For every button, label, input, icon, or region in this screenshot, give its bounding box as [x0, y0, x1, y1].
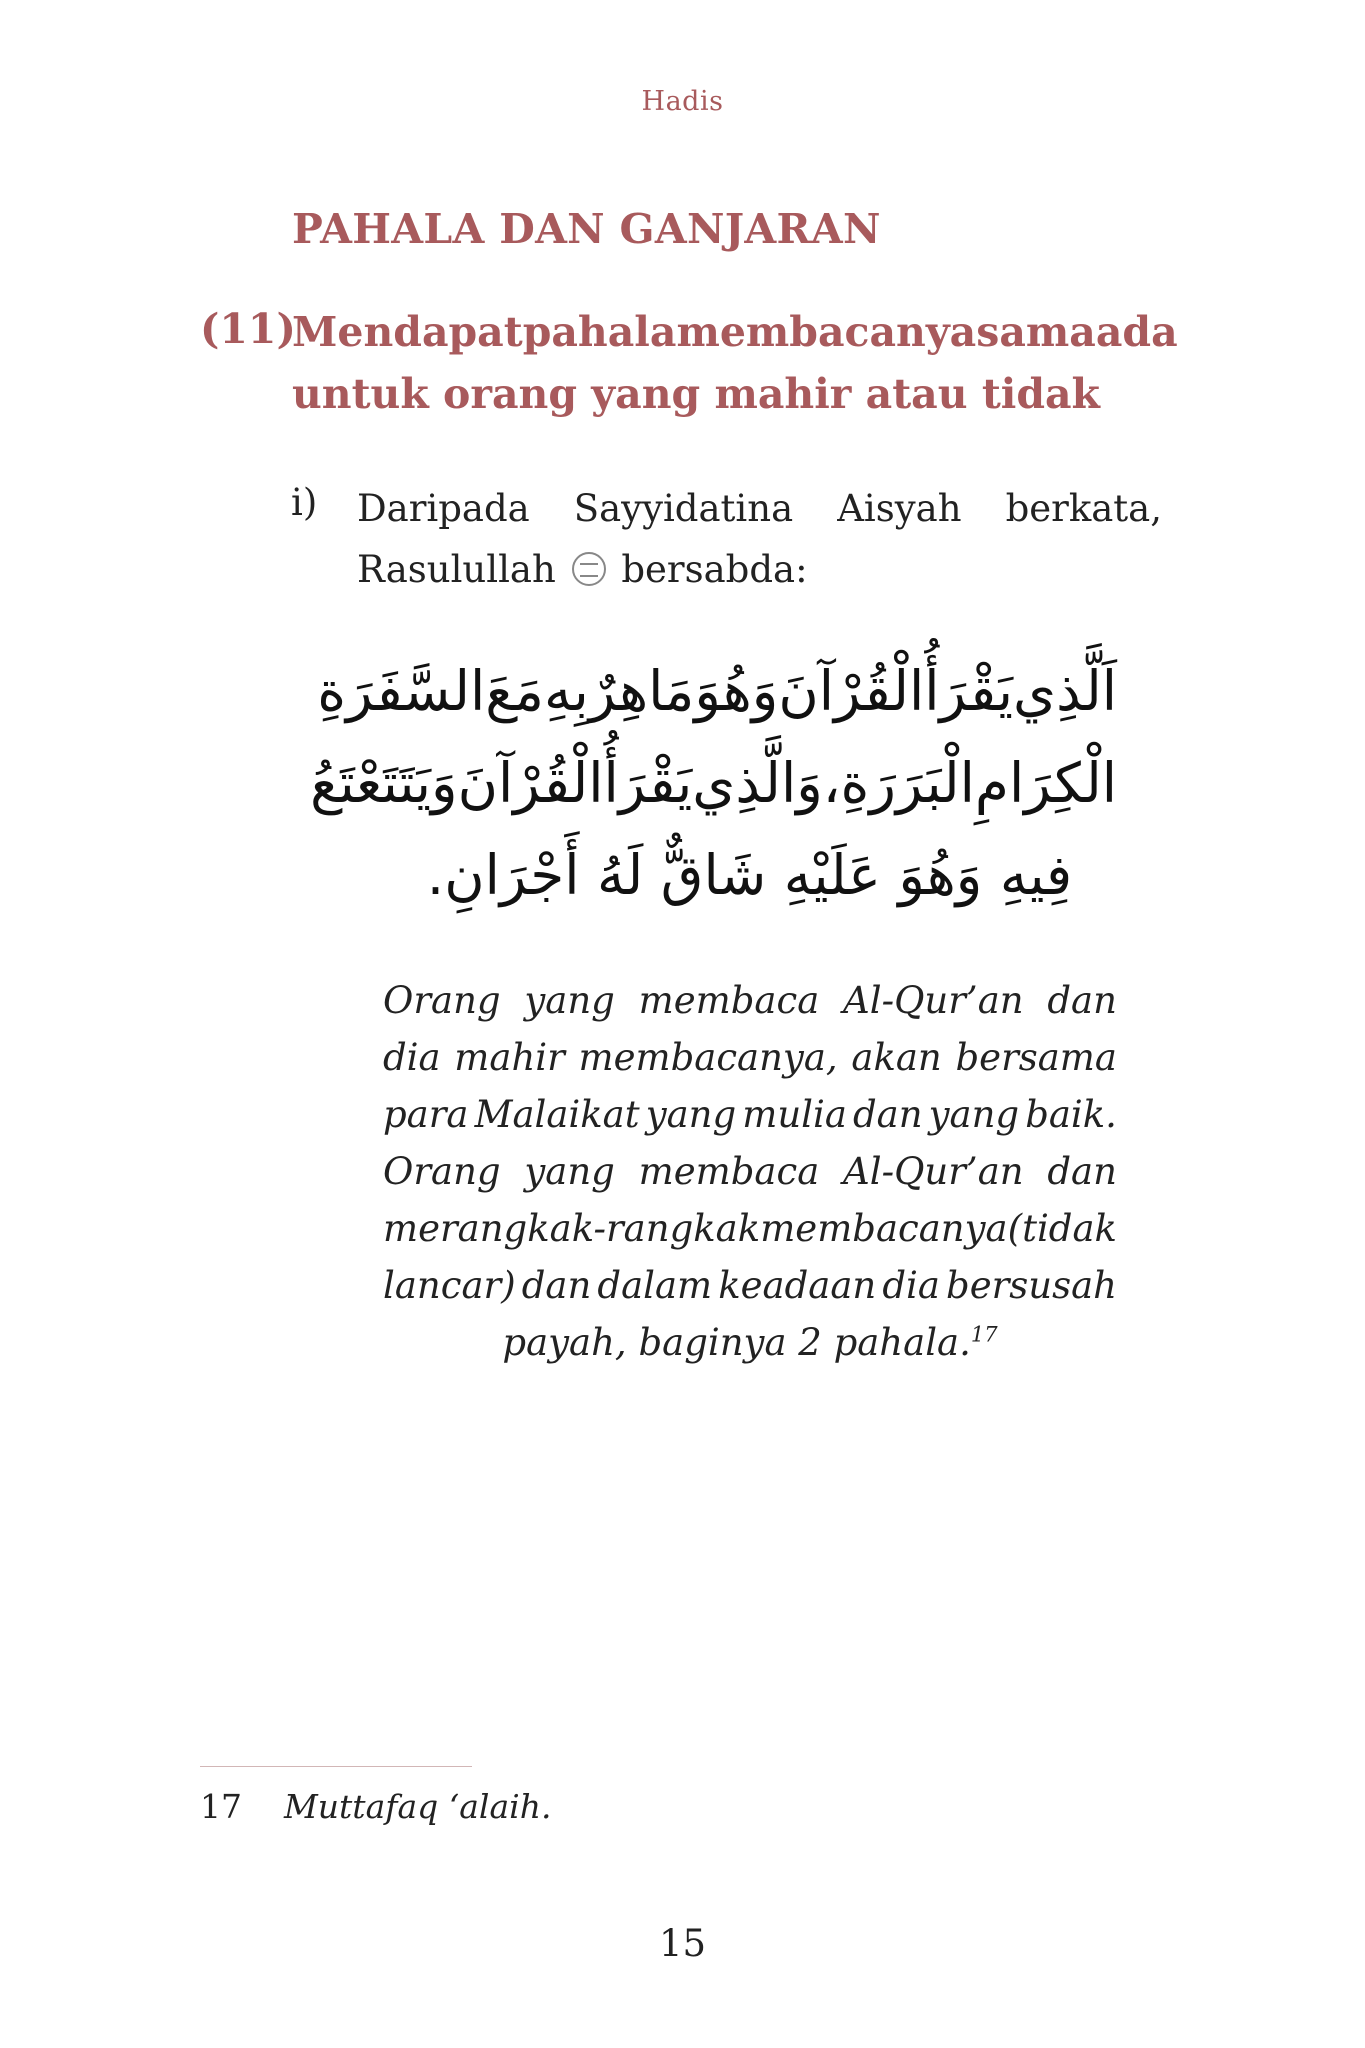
footnote-reference[interactable]: 17: [970, 1322, 998, 1347]
subitem-line: [357, 539, 1162, 600]
arabic-word: اَلَّذِي: [1013, 659, 1117, 723]
arabic-word: وَيَتَتَعْتَعُ: [310, 751, 458, 815]
translation-word: dalam: [597, 1264, 713, 1307]
translation-word: dia: [383, 1036, 441, 1079]
subitem-marker: i): [291, 481, 318, 524]
item-heading-line: untuk orang yang mahir atau tidak: [292, 370, 1100, 418]
arabic-line: [310, 737, 1117, 829]
hadith-arabic-text: [310, 645, 1117, 921]
arabic-word: يَقْرَأُ: [603, 751, 693, 815]
subitem-word: Aisyah: [837, 487, 962, 530]
translation-word: membaca: [638, 979, 820, 1022]
translation-word: akan: [851, 1036, 942, 1079]
translation-word: bersama: [955, 1036, 1117, 1079]
footnote-divider: [200, 1766, 472, 1767]
translation-word: mulia: [742, 1093, 847, 1136]
subitem-text: [357, 478, 1162, 600]
translation-word: Al-Qur’an: [843, 979, 1024, 1022]
arabic-word: الْقُرْآنَ: [457, 751, 604, 815]
translation-line: [383, 1314, 1117, 1371]
translation-word: Al-Qur’an: [843, 1150, 1024, 1193]
page-number: 15: [658, 1922, 707, 1965]
translation-line: [383, 972, 1117, 1029]
subitem-word: Rasulullah: [357, 548, 556, 591]
footnote-text: Muttafaq ‘alaih.: [284, 1787, 552, 1826]
salawat-calligraphy-icon: [572, 552, 606, 586]
translation-word: Orang: [383, 1150, 501, 1193]
translation-word: yang: [524, 979, 615, 1022]
translation-line: [383, 1143, 1117, 1200]
arabic-word: يَقْرَأُ: [924, 659, 1014, 723]
translation-word: merangkak-rangkak: [383, 1207, 761, 1250]
arabic-word: مَعَ: [485, 659, 545, 723]
translation-word: baik.: [1025, 1093, 1117, 1136]
translation-word: lancar): [383, 1264, 516, 1307]
item-heading: [292, 301, 1178, 425]
translation-word: dia: [882, 1264, 940, 1307]
translation-word: membacanya: [760, 1207, 1008, 1250]
translation-word: dan: [1047, 979, 1117, 1022]
arabic-word: وَهُوَ: [694, 659, 779, 723]
translation-line: [383, 1200, 1117, 1257]
subitem-word: bersabda:: [621, 548, 808, 591]
translation-word: dan: [521, 1264, 592, 1307]
translation-word: keadaan: [718, 1264, 877, 1307]
translation-last-line: payah, baginya 2 pahala.: [502, 1321, 971, 1364]
translation-word: Orang: [383, 979, 501, 1022]
translation-word: dan: [852, 1093, 923, 1136]
translation-line: [383, 1029, 1117, 1086]
arabic-word: الْكِرَامِ: [974, 751, 1117, 815]
arabic-line: [317, 645, 1117, 737]
hadith-translation: [383, 972, 1117, 1371]
arabic-word: وَالَّذِي: [692, 751, 823, 815]
arabic-line: فِيهِ وَهُوَ عَلَيْهِ شَاقٌّ لَهُ أَجْرَانِ.: [426, 843, 1073, 907]
arabic-word: الْبَرَرَةِ،: [822, 751, 975, 815]
translation-line: [383, 1257, 1117, 1314]
subitem-word: Daripada: [357, 487, 530, 530]
section-title: PAHALA DAN GANJARAN: [292, 205, 881, 253]
translation-word: membaca: [638, 1150, 820, 1193]
translation-word: yang: [524, 1150, 615, 1193]
translation-word: yang: [645, 1093, 737, 1136]
translation-word: yang: [928, 1093, 1020, 1136]
subitem-word: berkata,: [1005, 487, 1162, 530]
translation-word: membacanya,: [578, 1036, 838, 1079]
heading-word: ada: [1095, 308, 1178, 356]
item-number: (11): [200, 305, 296, 353]
subitem-word: Sayyidatina: [573, 487, 794, 530]
heading-word: sama: [976, 308, 1096, 356]
item-heading-line: [292, 301, 1178, 363]
translation-word: para: [383, 1093, 469, 1136]
subitem-line: [357, 478, 1162, 539]
heading-word: pahala: [522, 308, 677, 356]
footnote-number: 17: [200, 1787, 242, 1826]
translation-word: bersusah: [946, 1264, 1117, 1307]
translation-word: mahir: [454, 1036, 565, 1079]
running-header: Hadis: [641, 86, 724, 117]
arabic-word: السَّفَرَةِ: [317, 659, 486, 723]
heading-word: Mendapat: [292, 308, 523, 356]
translation-word: (tidak: [1007, 1207, 1117, 1250]
arabic-word: مَاهِرٌ: [588, 659, 695, 723]
heading-word: membacanya: [676, 308, 977, 356]
arabic-word: بِهِ: [544, 659, 589, 723]
arabic-word: الْقُرْآنَ: [778, 659, 925, 723]
translation-word: dan: [1047, 1150, 1117, 1193]
translation-word: Malaikat: [474, 1093, 640, 1136]
translation-line: [383, 1086, 1117, 1143]
